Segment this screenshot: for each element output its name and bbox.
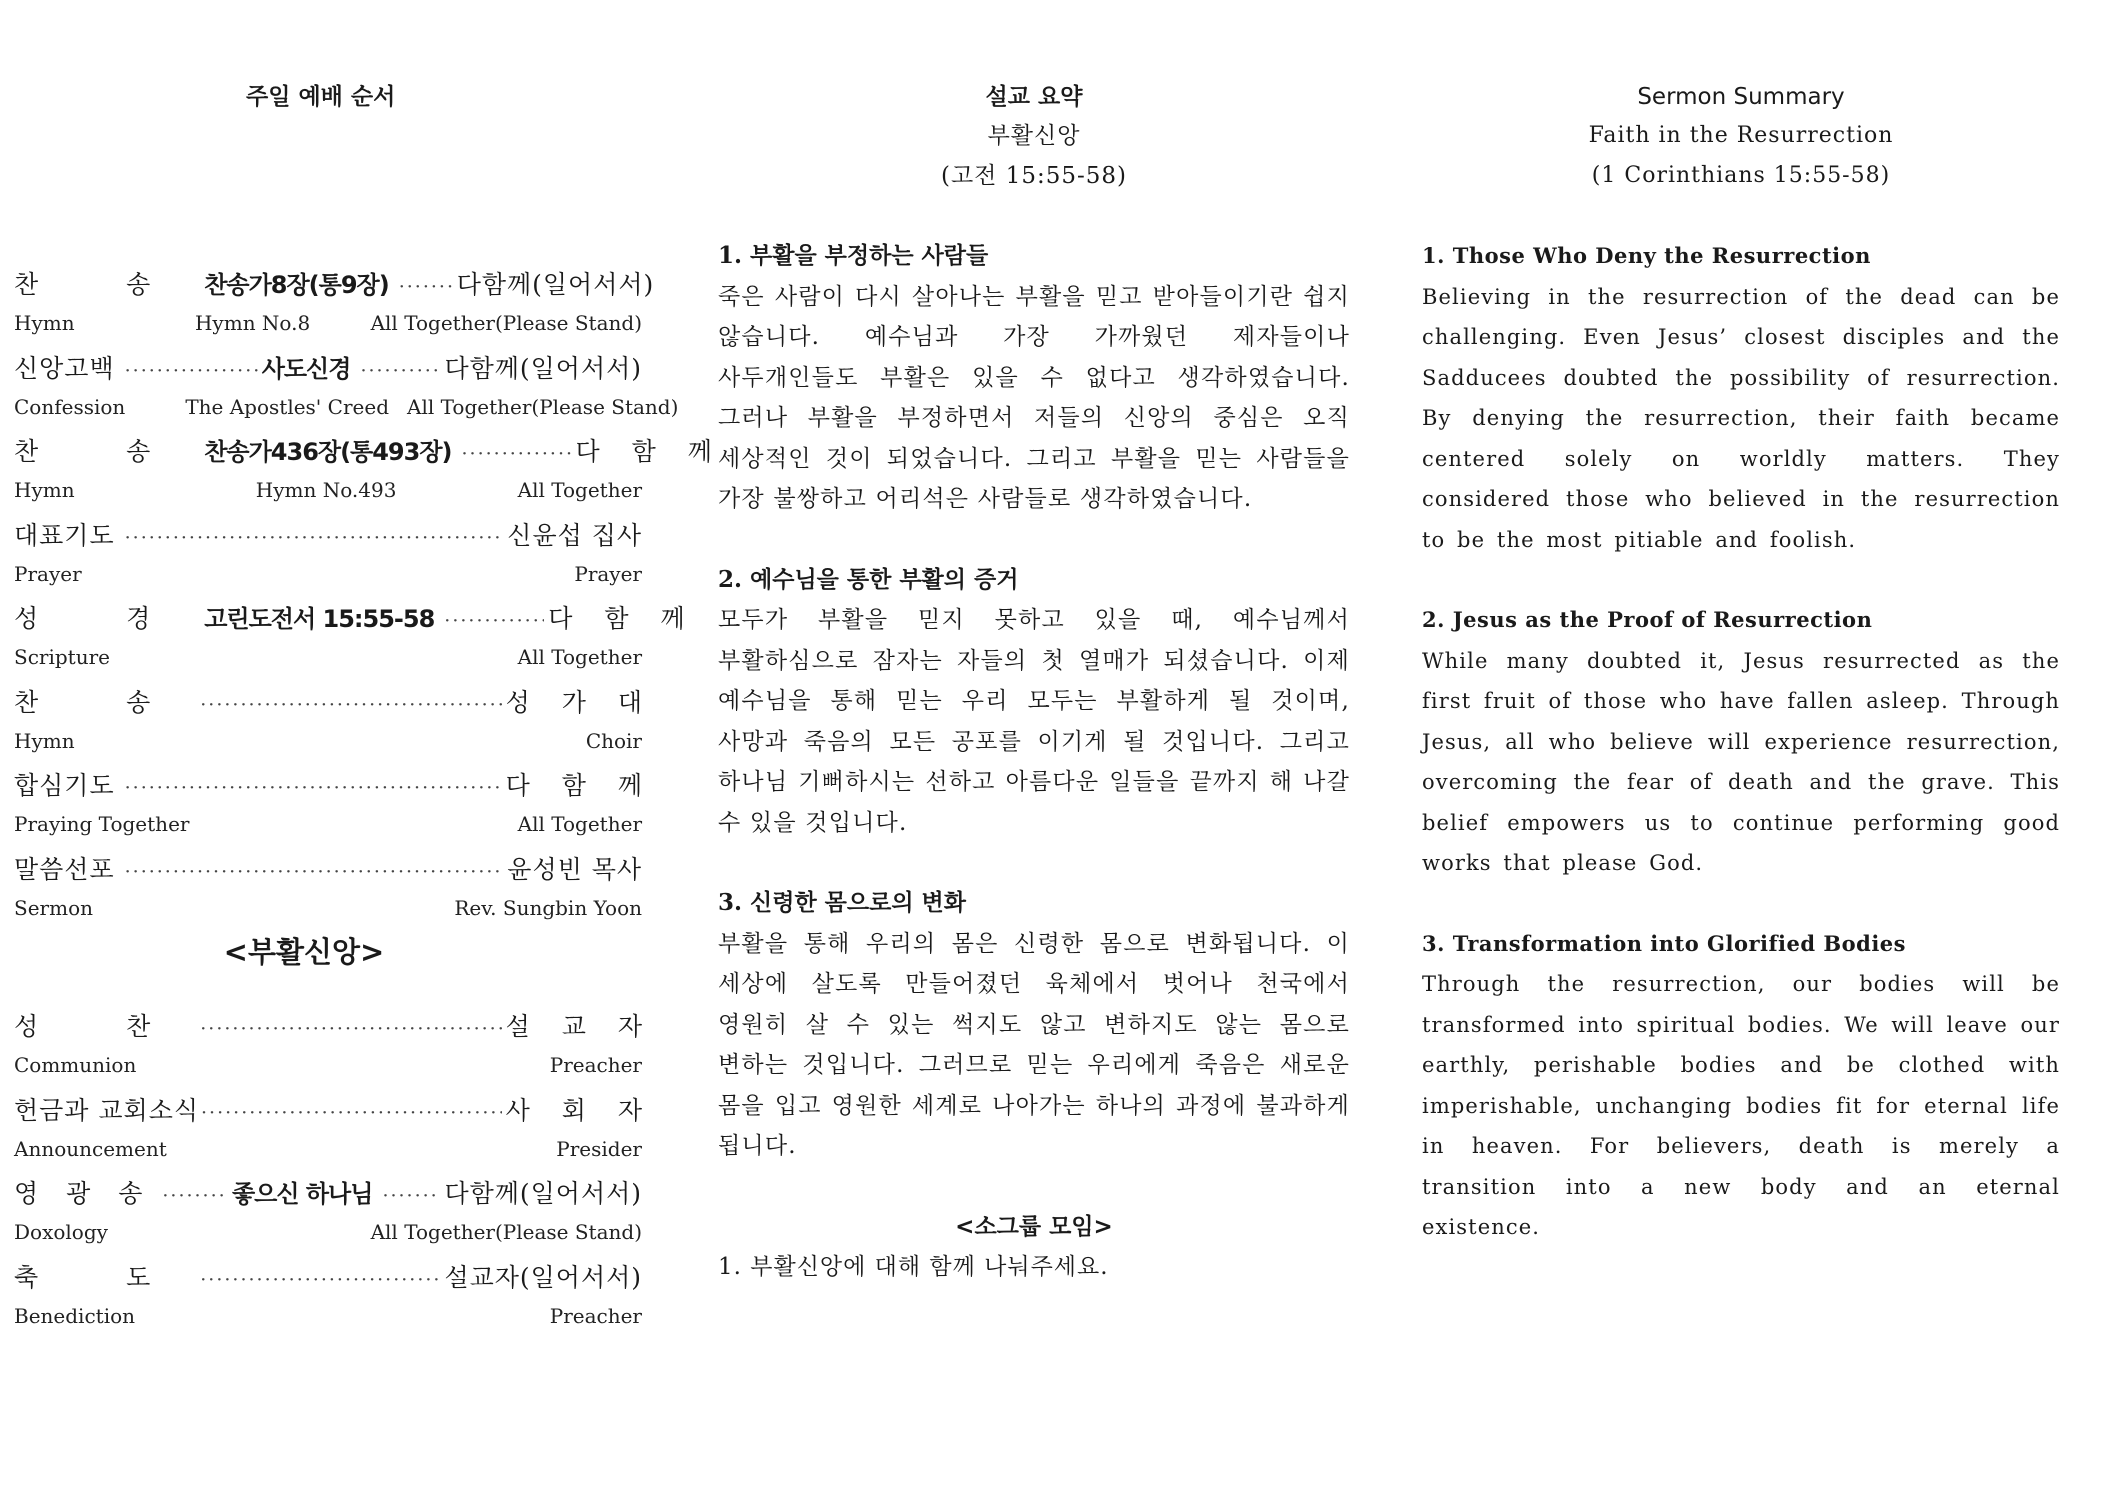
worship-order-list xyxy=(14,264,724,932)
small-group-title: <소그룹 모임> xyxy=(955,1213,1113,1240)
small-group-question: 1. 부활신앙에 대해 함께 나눠주세요. xyxy=(718,1253,1109,1280)
leader-dots xyxy=(200,684,501,726)
sermon-summary-korean-column xyxy=(718,78,1350,1287)
leader-dots xyxy=(201,1092,502,1134)
order-item-leader: 다 함 께 xyxy=(505,771,654,800)
order-item-label-en: Hymn xyxy=(14,311,75,335)
order-item-label: 성 찬 xyxy=(14,1012,191,1041)
section-text: Through the resurrection, our bodies will be transformed into spiritual bodies. We will leave our earthly, perishable bodies and be clothed with imperishable, unchanging bodies fit for eternal life in heaven. For believers, death is merely a transition into a new body and an eternal existence. xyxy=(1422,972,2060,1239)
order-item-detail-en: The Apostles' Creed xyxy=(185,394,390,419)
order-item-leader: 다함께(일어서서) xyxy=(456,270,655,299)
summary-en-section-3 xyxy=(1422,924,2060,1248)
summary-ko-reference: (고전 15:55-58) xyxy=(940,163,1127,189)
leader-dots xyxy=(382,1175,440,1217)
order-item-detail: 고린도전서 15:55-58 xyxy=(204,605,435,633)
order-item-detail: 찬송가8장(통9장) xyxy=(204,271,389,299)
order-item-leader-en: Presider xyxy=(556,1136,642,1161)
order-item-leader-en: All Together xyxy=(517,645,642,669)
leader-dots xyxy=(200,1008,501,1050)
order-item-hymn-2 xyxy=(14,431,724,515)
summary-en-sections xyxy=(1422,236,2060,1248)
order-item-label: 성 경 xyxy=(14,604,191,633)
order-item-label: 합심기도 xyxy=(14,771,115,800)
order-item-label-en: Announcement xyxy=(14,1136,167,1161)
order-item-sermon xyxy=(14,849,642,933)
order-item-label-en: Sermon xyxy=(14,895,93,920)
order-item-leader-en: Preacher xyxy=(549,1303,642,1328)
summary-ko-section-3 xyxy=(718,883,1350,1167)
order-item-label: 신앙고백 xyxy=(14,353,115,383)
leader-dots xyxy=(360,350,440,392)
order-item-praying-together xyxy=(14,765,654,849)
order-item-prayer xyxy=(14,515,642,599)
section-text: 모두가 부활을 믿지 못하고 있을 때, 예수님께서 부활하심으로 잠자는 자들의 첫 열매가 되셨습니다. 이제 예수님을 통해 믿는 우리 모두는 부활하게 될 것이며, 사망과 죽음의 모든 공포를 이기게 될 것입니다. 그리고 하나님 기뻐하시는 선하고 아름다운 일들을 끝까지 해 나갈 수 있을 것입니다. xyxy=(718,607,1350,836)
summary-ko-subtitle: 부활신앙 xyxy=(987,123,1081,149)
order-item-leader: 윤성빈 목사 xyxy=(507,854,642,884)
order-item-label-en: Hymn xyxy=(14,728,75,753)
order-item-leader: 성 가 대 xyxy=(505,687,654,717)
order-item-detail-en: Hymn No.8 xyxy=(194,311,311,335)
order-item-leader: 다 함 께 xyxy=(548,604,697,633)
section-heading: 1. Those Who Deny the Resurrection xyxy=(1422,243,1871,268)
section-heading: 3. Transformation into Glorified Bodies xyxy=(1422,930,1906,956)
leader-dots xyxy=(399,266,453,308)
order-item-label: 축 도 xyxy=(14,1262,191,1292)
worship-order-column xyxy=(14,78,724,1340)
order-item-label: 헌금과 교회소식 xyxy=(14,1095,199,1125)
order-item-label-en: Hymn xyxy=(14,478,75,502)
order-item-choir-hymn xyxy=(14,682,654,766)
sermon-summary-english-column xyxy=(1422,78,2060,1288)
order-item-leader-en: All Together xyxy=(517,478,642,502)
leader-dots xyxy=(200,1259,440,1301)
order-item-leader-en: All Together(Please Stand) xyxy=(370,311,642,335)
order-item-leader-en: All Together(Please Stand) xyxy=(370,1220,642,1244)
order-item-label: 찬 송 xyxy=(14,270,191,299)
order-item-leader-en: All Together(Please Stand) xyxy=(407,394,679,419)
summary-ko-section-1 xyxy=(718,236,1350,520)
section-text: 부활을 통해 우리의 몸은 신령한 몸으로 변화됩니다. 이 세상에 살도록 만들어졌던 육체에서 벗어나 천국에서 영원히 살 수 있는 썩지도 않고 변하지도 않는 몸으로 변하는 것입니다. 그러므로 믿는 우리에게 죽음은 새로운 몸을 입고 영원한 세계로 나아가는 하나의 과정에 불과하게 됩니다. xyxy=(718,930,1350,1159)
order-item-label: 대표기도 xyxy=(14,520,115,550)
section-text: While many doubted it, Jesus resurrected as the first fruit of those who have fallen asleep. Through Jesus, all who believe will experience resurrection, overcoming the fear of death and the grave. This belief empowers us to continue performing good works that please God. xyxy=(1422,648,2060,875)
order-item-label-en: Praying Together xyxy=(14,812,190,836)
order-item-announcement xyxy=(14,1090,654,1174)
order-item-label-en: Doxology xyxy=(14,1220,108,1244)
order-item-label-en: Communion xyxy=(14,1053,137,1077)
order-item-leader-en: Preacher xyxy=(549,1053,642,1077)
order-item-detail: 찬송가436장(통493장) xyxy=(204,438,452,466)
section-heading: 2. 예수님을 통한 부활의 증거 xyxy=(718,565,1019,593)
summary-ko-title: 설교 요약 xyxy=(985,84,1083,110)
order-item-leader-en: Choir xyxy=(585,728,642,753)
order-item-doxology xyxy=(14,1173,642,1257)
order-item-label: 찬 송 xyxy=(14,437,191,466)
order-item-hymn-1 xyxy=(14,264,655,348)
worship-order-title: 주일 예배 순서 xyxy=(246,84,396,110)
section-text: 죽은 사람이 다시 살아나는 부활을 믿고 받아들이기란 쉽지 않습니다. 예수님과 가장 가까웠던 제자들이나 사두개인들도 부활은 있을 수 없다고 생각하였습니다. 그러나 부활을 부정하면서 저들의 신앙의 중심은 오직 세상적인 것이 되었습니다. 그리고 부활을 믿는 사람들을 가장 불쌍하고 어리석은 사람들로 생각하였습니다. xyxy=(718,283,1350,512)
order-item-detail: 좋으신 하나님 xyxy=(231,1180,373,1208)
order-item-label-en: Benediction xyxy=(14,1303,136,1328)
summary-ko-section-2 xyxy=(718,560,1350,844)
order-item-confession xyxy=(14,348,679,432)
order-item-label: 영 광 송 xyxy=(14,1179,153,1208)
leader-dots xyxy=(125,767,502,809)
summary-en-title: Sermon Summary xyxy=(1637,84,1845,110)
order-item-leader: 다함께(일어서서) xyxy=(444,1179,642,1208)
order-item-leader: 다함께(일어서서) xyxy=(444,353,642,383)
leader-dots xyxy=(125,851,504,893)
order-item-leader: 사 회 자 xyxy=(505,1095,654,1125)
section-heading: 2. Jesus as the Proof of Resurrection xyxy=(1422,607,1873,632)
order-item-leader-en: Rev. Sungbin Yoon xyxy=(454,895,642,920)
order-item-label-en: Scripture xyxy=(14,645,110,669)
order-item-scripture xyxy=(14,598,697,682)
order-item-detail-en: Hymn No.493 xyxy=(255,478,397,502)
worship-order-list-after-sermon xyxy=(14,1006,654,1340)
summary-en-subtitle: Faith in the Resurrection xyxy=(1588,123,1894,148)
order-item-leader-en: All Together xyxy=(517,812,642,836)
order-item-label: 찬 송 xyxy=(14,687,191,717)
section-heading: 1. 부활을 부정하는 사람들 xyxy=(718,242,989,269)
leader-dots xyxy=(125,350,258,392)
leader-dots xyxy=(444,600,544,642)
section-text: Believing in the resurrection of the dead can be challenging. Even Jesus’ closest disciples and the Sadducees doubted the possibility of resurrection. By denying the resurrection, their faith became centered solely on worldly matters. They considered those who believed in the resurrection to be the most pitiable and foolish. xyxy=(1422,284,2060,552)
order-item-benediction xyxy=(14,1257,642,1341)
sermon-title-heading: <부활신앙> xyxy=(223,935,385,969)
summary-en-section-1 xyxy=(1422,236,2060,560)
order-item-communion xyxy=(14,1006,654,1090)
leader-dots xyxy=(462,433,572,475)
order-item-label: 말씀선포 xyxy=(14,854,115,884)
order-item-label-en: Confession xyxy=(14,394,126,419)
order-item-leader: 신윤섭 집사 xyxy=(507,520,642,550)
leader-dots xyxy=(162,1175,228,1217)
leader-dots xyxy=(125,517,504,559)
order-item-label-en: Prayer xyxy=(14,561,82,586)
summary-ko-sections xyxy=(718,236,1350,1287)
order-item-leader: 설교자(일어서서) xyxy=(444,1262,642,1292)
summary-en-section-2 xyxy=(1422,600,2060,884)
order-item-detail: 사도신경 xyxy=(261,354,351,383)
summary-en-reference: (1 Corinthians 15:55-58) xyxy=(1591,163,1891,188)
section-heading: 3. 신령한 몸으로의 변화 xyxy=(718,889,966,916)
order-item-leader: 다 함 께 xyxy=(575,437,724,466)
order-item-leader-en: Prayer xyxy=(574,561,642,586)
order-item-leader: 설 교 자 xyxy=(505,1012,654,1041)
